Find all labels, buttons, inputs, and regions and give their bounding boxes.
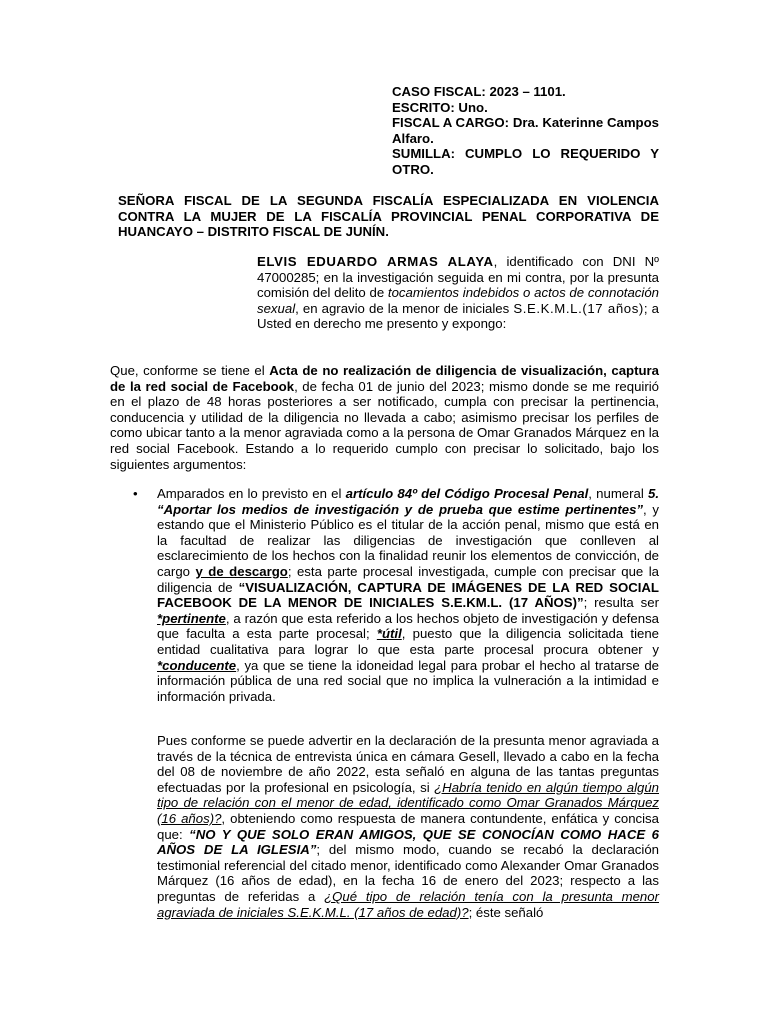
b-text-4: ; esta parte procesal investigada, cumple con precisar que la diligencia de	[157, 563, 660, 595]
answer-quote: “NO Y QUE SOLO ERAN AMIGOS, QUE SE CONOCÍAN COMO HACE 6 AÑOS DE LA IGLESIA”	[157, 826, 659, 858]
b-text-8: , ya que se tiene la idoneidad legal para probar el hecho al tratarse de información pública de una red social que no implica la vulneración a la intimidad e información privada.	[157, 657, 659, 704]
numeral-quote: 5. “Aportar los medios de investigación y de prueba que estime pertinentes”	[157, 486, 659, 517]
p1-text-2: , de fecha 01 de junio del 2023; mismo donde se me requirió en el plazo de 48 horas posteriores a ser notificado, cumpla con precisar la pertinencia, conducencia y utilidad de la diligencia no llevada a cabo; asimismo precisar los perfiles de como ubicar tanto a la menor agraviada como a la persona de Omar Granados Márquez en la red social Facebook. Estando a lo requerido cumplo con precisar lo solicitado, bajo los siguientes argumentos:	[110, 378, 659, 472]
b-text-2: , numeral	[588, 486, 648, 501]
intro-text-2: , en agravio de la menor de iniciales	[295, 300, 514, 316]
p2-text-4: ; éste señaló	[468, 904, 544, 920]
p2-text-2: , obteniendo como respuesta de manera contundente, enfática y concisa que:	[157, 810, 659, 842]
question-1: ¿Habría tenido en algún tiempo algún tipo de relación con el menor de edad, identificado como Omar Granados Márquez (16 años)?	[157, 779, 659, 826]
article-reference: artículo 84º del Código Procesal Penal	[345, 486, 589, 501]
diligence-title: “VISUALIZACIÓN, CAPTURA DE IMÁGENES DE LA RED SOCIAL FACEBOOK DE LA MENOR DE INICIALES S.E.KM.L. (17 AÑOS)”	[157, 579, 659, 611]
conducente-term: *conducente	[157, 657, 237, 673]
summary: SUMILLA: CUMPLO LO REQUERIDO Y OTRO.	[392, 146, 659, 177]
bullet-marker: •	[133, 486, 138, 501]
addressee: SEÑORA FISCAL DE LA SEGUNDA FISCALÍA ESPECIALIZADA EN VIOLENCIA CONTRA LA MUJER DE LA FISCALÍA PROVINCIAL PENAL CORPORATIVA DE HUANCAYO – DISTRITO FISCAL DE JUNÍN.	[118, 193, 659, 240]
paragraph-acta	[110, 363, 659, 472]
intro-text-3: ; a Usted en derecho me presento y expongo:	[257, 300, 659, 332]
case-number: CASO FISCAL: 2023 – 1101.	[392, 84, 566, 99]
brief-type: ESCRITO: Uno.	[392, 99, 488, 115]
intro-paragraph	[257, 254, 659, 332]
util-term: *útil	[376, 626, 402, 642]
descargo-text: y de descargo	[195, 563, 288, 579]
question-2: ¿Qué tipo de relación tenía con la presunta menor agraviada de iniciales S.E.K.M.L. (17 años de edad)?	[157, 888, 659, 920]
p1-text-1: Que, conforme se tiene el	[110, 363, 270, 378]
petitioner-name: ELVIS EDUARDO ARMAS ALAYA	[257, 254, 494, 269]
prosecutor-in-charge: FISCAL A CARGO: Dra. Katerinne Campos Alfaro.	[392, 115, 659, 146]
b-text-5: ; resulta ser	[583, 595, 659, 611]
crime-description: tocamientos indebidos o actos de connotación sexual	[257, 285, 659, 316]
intro-text-1: , identificado con DNI Nº 47000285; en la investigación seguida en mi contra, por la presunta comisión del delito de	[257, 254, 659, 301]
victim-initials: S.E.K.M.L.(17 años)	[513, 300, 644, 316]
paragraph-declaration	[157, 733, 659, 920]
acta-title: Acta de no realización de diligencia de visualización, captura de la red social de Facebook	[110, 363, 659, 394]
b-text-1: Amparados en lo previsto en el	[157, 486, 346, 501]
p2-text-1: Pues conforme se puede advertir en la declaración de la presunta menor agraviada a través de la técnica de entrevista única en cámara Gesell, llevado a cabo en la fecha del 08 de noviembre de año 2022, esta señaló en alguna de las tantas preguntas efectuadas por la profesional en psicología, si	[157, 733, 659, 795]
b-text-7: , puesto que la diligencia solicitada tiene entidad cualitativa para lograr lo que esta parte procesal procura obtener y	[157, 626, 659, 657]
b-text-6: , a razón que esta referido a los hechos objeto de investigación y defensa que faculta a esta parte procesal;	[157, 610, 659, 642]
pertinente-term: *pertinente	[157, 610, 226, 626]
case-header	[392, 84, 659, 178]
bullet-text	[157, 486, 659, 704]
p2-text-3: ; del mismo modo, cuando se recabó la declaración testimonial referencial del citado menor, identificado como Alexander Omar Granados Márquez (16 años de edad), en la fecha 16 de enero del 2023; respecto a las preguntas de referidas a	[157, 842, 659, 904]
b-text-3: , y estando que el Ministerio Público es el titular de la acción penal, mismo que está en la facultad de realizar las diligencias de investigación que conlleven al esclarecimiento de los hechos con la finalidad reunir los elementos de convicción, de cargo	[157, 501, 660, 579]
